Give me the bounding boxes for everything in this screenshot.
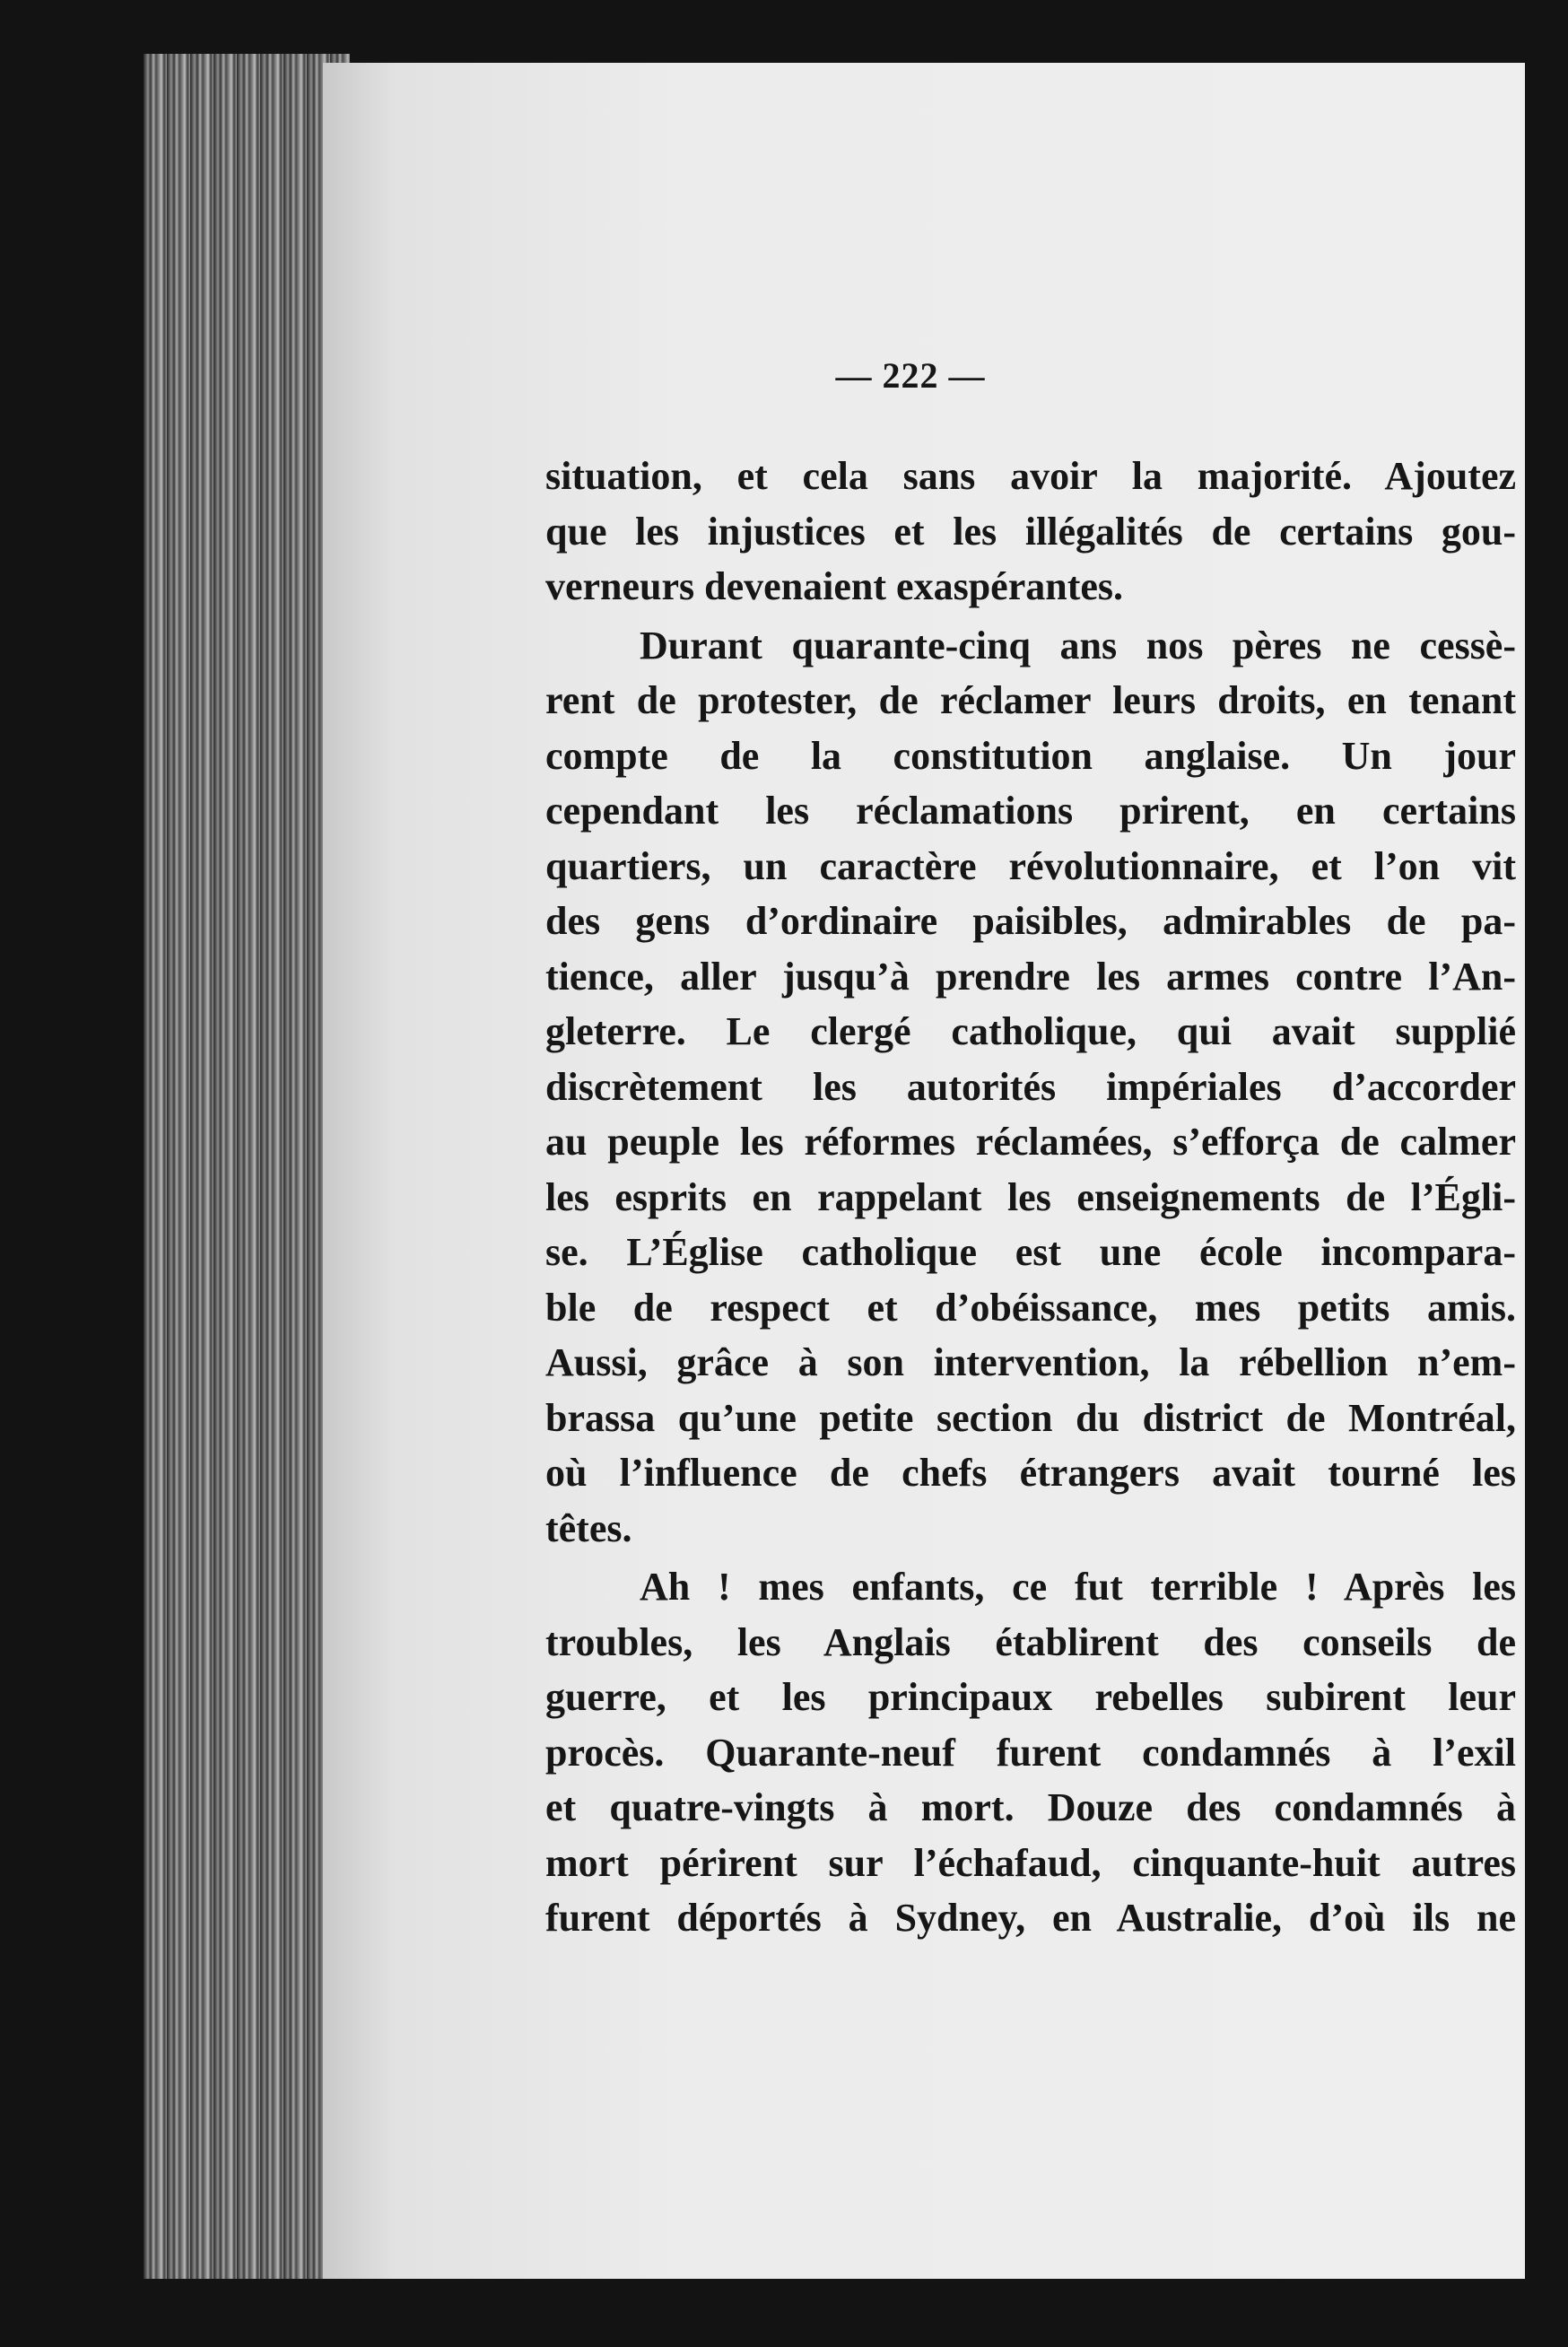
- text-line: et quatre-vingts à mort. Douze des condamnés à: [545, 1785, 1516, 1829]
- text-line: troubles, les Anglais établirent des conseils de: [545, 1619, 1516, 1664]
- book-page: [323, 63, 1525, 2279]
- book-binding-edge: [144, 54, 350, 2279]
- text-line: têtes.: [545, 1505, 632, 1550]
- text-line: guerre, et les principaux rebelles subirent leur: [545, 1675, 1516, 1719]
- paragraph: [545, 449, 1516, 615]
- text-line: se. L’Église catholique est une école incompara-: [545, 1230, 1516, 1274]
- text-line: Ah ! mes enfants, ce fut terrible ! Après les: [640, 1565, 1516, 1609]
- page-number: — 222 —: [835, 355, 986, 396]
- text-line: les esprits en rappelant les enseignements de l’Égli-: [545, 1174, 1516, 1219]
- text-line: cependant les réclamations prirent, en certains: [545, 789, 1516, 833]
- text-line: que les injustices et les illégalités de certains gou-: [545, 509, 1516, 554]
- text-line: où l’influence de chefs étrangers avait tourné les: [545, 1451, 1516, 1495]
- text-line: furent déportés à Sydney, en Australie, d’où ils ne: [545, 1896, 1516, 1940]
- text-line: rent de protester, de réclamer leurs droits, en tenant: [545, 678, 1516, 722]
- paragraph: [545, 618, 1516, 1557]
- text-line: discrètement les autorités impériales d’accorder: [545, 1064, 1516, 1109]
- text-line: ble de respect et d’obéissance, mes petits amis.: [545, 1285, 1516, 1330]
- text-line: Durant quarante-cinq ans nos pères ne cessè-: [640, 623, 1516, 667]
- text-line: situation, et cela sans avoir la majorité. Ajoutez: [545, 454, 1516, 498]
- text-line: verneurs devenaient exaspérantes.: [545, 564, 1124, 608]
- text-line: procès. Quarante-neuf furent condamnés à l’exil: [545, 1730, 1516, 1775]
- text-line: mort périrent sur l’échafaud, cinquante-huit autres: [545, 1840, 1516, 1885]
- text-line: quartiers, un caractère révolutionnaire, et l’on vit: [545, 843, 1516, 888]
- text-line: au peuple les réformes réclamées, s’efforça de calmer: [545, 1120, 1516, 1164]
- text-line: compte de la constitution anglaise. Un jour: [545, 733, 1516, 778]
- body-text: [545, 449, 1516, 1950]
- text-line: tience, aller jusqu’à prendre les armes contre l’An-: [545, 954, 1516, 999]
- text-line: Aussi, grâce à son intervention, la rébellion n’em-: [545, 1340, 1516, 1384]
- paragraph: [545, 1559, 1516, 1946]
- text-line: brassa qu’une petite section du district de Montréal,: [545, 1395, 1516, 1440]
- text-line: des gens d’ordinaire paisibles, admirables de pa-: [545, 899, 1516, 943]
- text-line: gleterre. Le clergé catholique, qui avait supplié: [545, 1009, 1516, 1053]
